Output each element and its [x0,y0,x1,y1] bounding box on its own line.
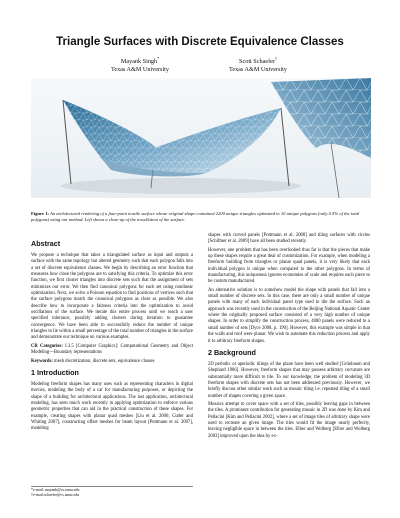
background-heading: 2 Background [208,347,256,357]
left-column [31,236,193,435]
right-paragraph-2: However, one problem that has been overlooked thus far is that the pieces that make up these shapes require a great deal of customization. For example, when modeling a freeform building from triangles or planar quad panels, it is very likely that each individual polygon is unique when compared to the other polygons. In terms of manufacturing, this uniqueness ignores economies of scale and requires each piece to be custom manufactured. [208,247,370,285]
introduction-heading: 1 Introduction [31,367,79,377]
figure-caption-label: Figure 1: [31,211,49,216]
author-block-2 [178,55,338,74]
right-paragraph-5: Mosaics attempt to cover space with a set of tiles, possibly leaving gaps in between the tiles. A prominent contribution for generating mosaic in 2D was done by Kim and Pellacini [Kim and Pellacini 2002], where a set of image tiles of arbitrary shape were used to recreate an given image. The tiles would fit the image nearly perfectly, leaving negligible space in between the tiles. Elber and Wolberg [Elber and Wolberg 2003] improved upon the idea by ex- [208,401,370,439]
author-name-1: Mayank Singh* [120,56,160,66]
abstract-paragraph: We propose a technique that takes a triangulated surface as input and outputs a surface with the same topology but altered geometry such that each polygon falls into a set of discrete equivalence classes. We begin by describing an error function that measures how close the polygons are to satisfying this criteria. To optimize this error function, we first cluster triangles into discrete sets such that the assignment of sets minimizes our error. We then find canonical polygons for each set using nonlinear optimization. Next, we solve a Poisson equation to find positions of vertices such that the surface polygons match the canonical polygons as close as possible. We also describe how to incorporate a fairness criteria into the optimization to avoid oscillations of the surface. We iterate this entire process until we reach a user specified tolerance, possibly adding clusters during iteration to guarantee convergence. We have been able to successfully reduce the number of unique triangles to lie within a small percentage of the total number of triangles in the surface and demonstrate our technique on various examples. [31,253,193,341]
author-affiliation-1: Texas A&M University [111,66,169,74]
teaser-figure [31,78,371,198]
right-paragraph-4: 2D periodic or aperiodic tilings of the plane have been well studied [Grünbaum and Shephard 1986]. However, freeform shapes that may possess arbitrary curvature are substantially more difficult to tile. To our knowledge, the problem of modeling 3D freeform shapes with discrete sets has not been addressed previously. However, we briefly discuss other similar work such as mosaic tiling i.e. repeated tiling of a small number of shapes covering a given space. [208,361,370,399]
tensile-surface-rendering [31,78,371,198]
introduction-paragraph: Modeling freeform shapes has many uses such as representing characters in digital movies, modeling the body of a car for manufacturing purposes, or depicting the shape of a building for architectural applications. The last application, architectural modeling, has seen much work recently in applying optimization to enforce various geometric properties that can aid in the practical construction of these shapes. For example, creating shapes with planar quad meshes [Liu et al. 2006; Cutler and Whiting 2007], constructing offset meshes for beam layout [Pottmann et al. 2007], modeling [31,381,193,432]
right-paragraph-3: An alternative solution is to somehow model the shape with panels that fall into a small number of discrete sets. In this case, there are only a small number of unique panels with many of each individual panel type used to tile the surface. Such an approach was recently used in the construction of the Beijing National Aquatic Center where the originally proposed surface consisted of a very high number of unique shapes. In order to simplify the construction process, 4000 panels were reduced to a small number of sets [Dyce 2008, p. 190]. However, this example was simple in that the walls and roof were planar. We wish to automate this reduction process and apply it to arbitrary freeform shapes. [208,287,370,344]
cr-categories: CR Categories: I.3.5 [Computer Graphics]: Computational Geometry and Object Modeling—Boundary representations [31,343,193,356]
right-column [208,233,370,442]
author-affiliation-2: Texas A&M University [229,66,287,74]
right-paragraph-1: shapes with curved panels [Pottmann et al. 2008] and tiling surfaces with circles [Schiftner et al. 2009] have all been studied recently. [208,233,370,245]
footnote-email-1: *e-mail: mayank@cs.tamu.edu [31,488,80,492]
footnote-email-2: †e-mail:schaefer@cs.tamu.edu [31,493,80,498]
abstract-heading: Abstract [31,239,61,248]
keywords: Keywords: mesh discretization, discrete sets, equivalence classes [31,358,155,364]
paper-title: Triangle Surfaces with Discrete Equivalence Classes [56,36,344,48]
figure-caption-text: An architectural rendering of a four-point tensile surface whose original shape contained 2200 unique triangles optimized to 10 unique polygons (only 0.5% of the total polygons) using our method. Left shows a close-up of the tessellation of the surface. [31,211,360,223]
author-name-2: Scott Schaefer† [239,56,277,66]
footnotes [31,486,193,498]
figure-caption [31,211,371,224]
